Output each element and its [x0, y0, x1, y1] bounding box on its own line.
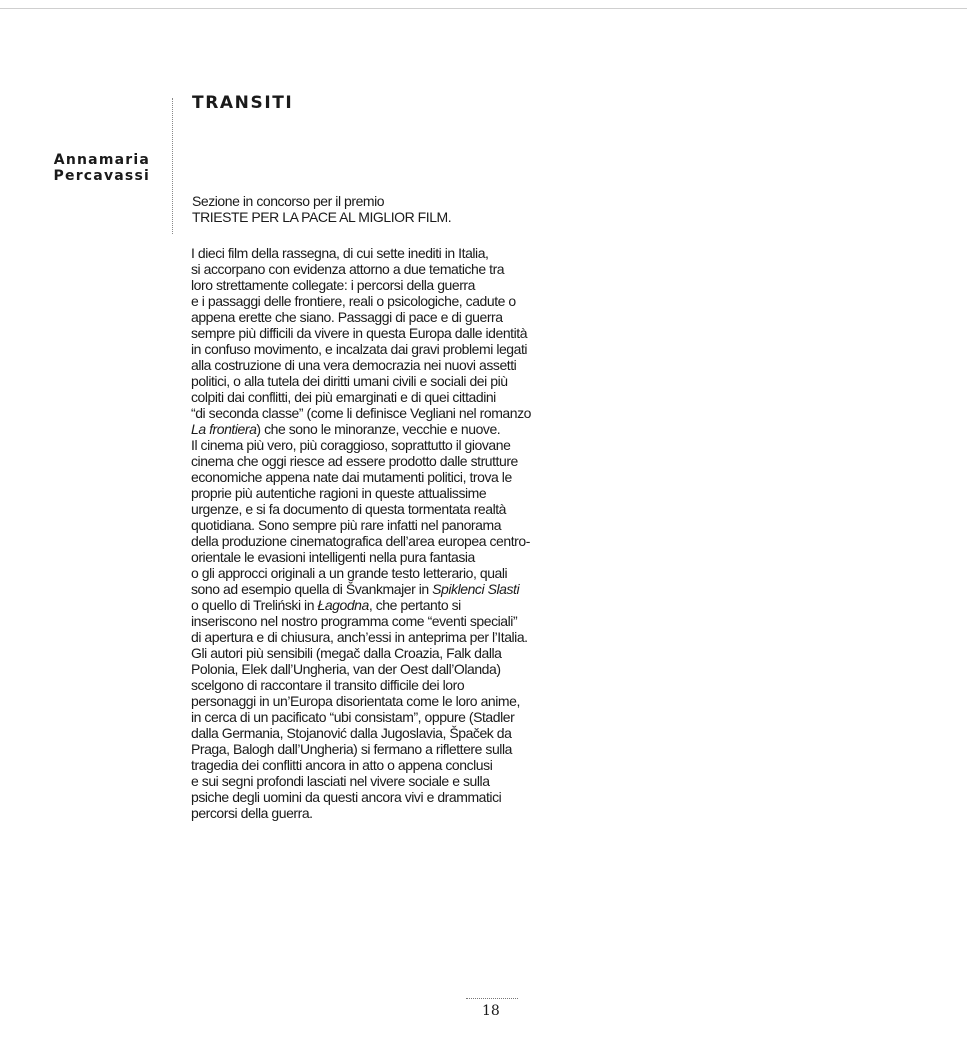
body-line-text: della produzione cinematografica dell’area europea centro-	[191, 533, 530, 549]
body-line	[191, 613, 536, 629]
body-line-text: politici, o alla tutela dei diritti umani civili e sociali dei più	[191, 373, 508, 389]
body-line-text: in confuso movimento, e incalzata dai gravi problemi legati	[191, 341, 528, 357]
body-line-text: alla costruzione di una vera democrazia nei nuovi assetti	[191, 357, 517, 373]
body-line	[191, 741, 536, 757]
body-line-text: percorsi della guerra.	[191, 805, 313, 821]
body-line-text: Gli autori più sensibili (megač dalla Croazia, Falk dalla	[191, 645, 502, 661]
body-line-text: “di seconda classe” (come li definisce Vegliani nel romanzo	[191, 405, 531, 421]
body-line	[191, 773, 536, 789]
body-line	[191, 485, 536, 501]
body-line-text: in cerca di un pacificato “ubi consistam”, oppure (Stadler	[191, 709, 515, 725]
body-line	[191, 549, 536, 565]
body-line	[191, 437, 536, 453]
body-line	[191, 709, 536, 725]
body-line-text: I dieci film della rassegna, di cui sette inediti in Italia,	[191, 245, 489, 261]
body-line	[191, 517, 536, 533]
body-line	[191, 581, 536, 597]
body-line	[191, 597, 536, 613]
top-border-line	[0, 8, 967, 9]
body-line-text: dalla Germania, Stojanović dalla Jugoslavia, Špaček da	[191, 725, 512, 741]
body-line	[191, 629, 536, 645]
body-line	[191, 501, 536, 517]
body-line	[191, 805, 536, 821]
article-body	[191, 245, 536, 821]
body-line-text: Polonia, Elek dall’Ungheria, van der Oest dall’Olanda)	[191, 661, 501, 677]
body-line	[191, 309, 536, 325]
author-name	[40, 152, 150, 184]
body-line-text: economiche appena nate dai mutamenti politici, trova le	[191, 469, 512, 485]
body-line	[191, 357, 536, 373]
body-line-text: colpiti dai conflitti, dei più emarginati e di quei cittadini	[191, 389, 496, 405]
body-line-text: scelgono di raccontare il transito difficile dei loro	[191, 677, 465, 693]
body-line-text: loro strettamente collegate: i percorsi della guerra	[191, 277, 475, 293]
section-title: TRANSITI	[192, 93, 294, 113]
author-first-name: Annamaria	[53, 152, 150, 168]
vertical-dotted-divider	[172, 98, 173, 234]
body-line	[191, 325, 536, 341]
body-line	[191, 421, 536, 437]
body-line	[191, 261, 536, 277]
body-line-text: cinema che oggi riesce ad essere prodotto dalle strutture	[191, 453, 518, 469]
body-line-text: ) che sono le minoranze, vecchie e nuove.	[256, 421, 501, 437]
body-line-text: proprie più autentiche ragioni in queste attualissime	[191, 485, 487, 501]
subtitle	[192, 193, 451, 225]
body-line-text: personaggi in un’Europa disorientata come le loro anime,	[191, 693, 520, 709]
page-number: 18	[482, 1003, 500, 1019]
body-line	[191, 789, 536, 805]
body-line-text: , che pertanto si	[368, 597, 461, 613]
body-line-text: appena erette che siano. Passaggi di pace e di guerra	[191, 309, 503, 325]
body-line-text: o quello di Treliński in	[191, 597, 318, 613]
body-line	[191, 405, 536, 421]
body-line	[191, 389, 536, 405]
body-line	[191, 757, 536, 773]
italic-title: La frontiera	[191, 421, 257, 437]
body-line	[191, 565, 536, 581]
body-line	[191, 277, 536, 293]
body-line-text: inseriscono nel nostro programma come “eventi speciali”	[191, 613, 518, 629]
body-line	[191, 293, 536, 309]
page-number-dotted-rule	[466, 998, 518, 999]
body-line	[191, 373, 536, 389]
body-line-text: sempre più difficili da vivere in questa Europa dalle identità	[191, 325, 528, 341]
body-line	[191, 725, 536, 741]
body-line	[191, 661, 536, 677]
body-line-text: tragedia dei conflitti ancora in atto o appena conclusi	[191, 757, 493, 773]
body-line-text: e sui segni profondi lasciati nel vivere sociale e sulla	[191, 773, 490, 789]
body-line-text: di apertura e di chiusura, anch’essi in anteprima per l’Italia.	[191, 629, 528, 645]
body-line-text: sono ad esempio quella di Švankmajer in	[191, 581, 433, 597]
body-line	[191, 645, 536, 661]
italic-title: Łagodna	[317, 597, 369, 613]
body-line-text: o gli approcci originali a un grande testo letterario, quali	[191, 565, 508, 581]
body-line-text: si accorpano con evidenza attorno a due tematiche tra	[191, 261, 505, 277]
body-line-text: Il cinema più vero, più coraggioso, soprattutto il giovane	[191, 437, 511, 453]
body-line-text: quotidiana. Sono sempre più rare infatti nel panorama	[191, 517, 502, 533]
italic-title: Spiklenci Slasti	[432, 581, 520, 597]
body-line	[191, 453, 536, 469]
body-line	[191, 245, 536, 261]
subtitle-line: TRIESTE PER LA PACE AL MIGLIOR FILM.	[192, 209, 452, 225]
body-line-text: e i passaggi delle frontiere, reali o psicologiche, cadute o	[191, 293, 516, 309]
subtitle-line: Sezione in concorso per il premio	[192, 193, 385, 209]
body-line-text: urgenze, e si fa documento di questa tormentata realtà	[191, 501, 507, 517]
body-line	[191, 533, 536, 549]
body-line	[191, 341, 536, 357]
body-line-text: orientale le evasioni intelligenti nella pura fantasia	[191, 549, 475, 565]
body-line-text: Praga, Balogh dall’Ungheria) si fermano a riflettere sulla	[191, 741, 512, 757]
body-line	[191, 693, 536, 709]
body-line	[191, 677, 536, 693]
body-line-text: psiche degli uomini da questi ancora vivi e drammatici	[191, 789, 502, 805]
body-line	[191, 469, 536, 485]
author-last-name: Percavassi	[53, 168, 150, 184]
